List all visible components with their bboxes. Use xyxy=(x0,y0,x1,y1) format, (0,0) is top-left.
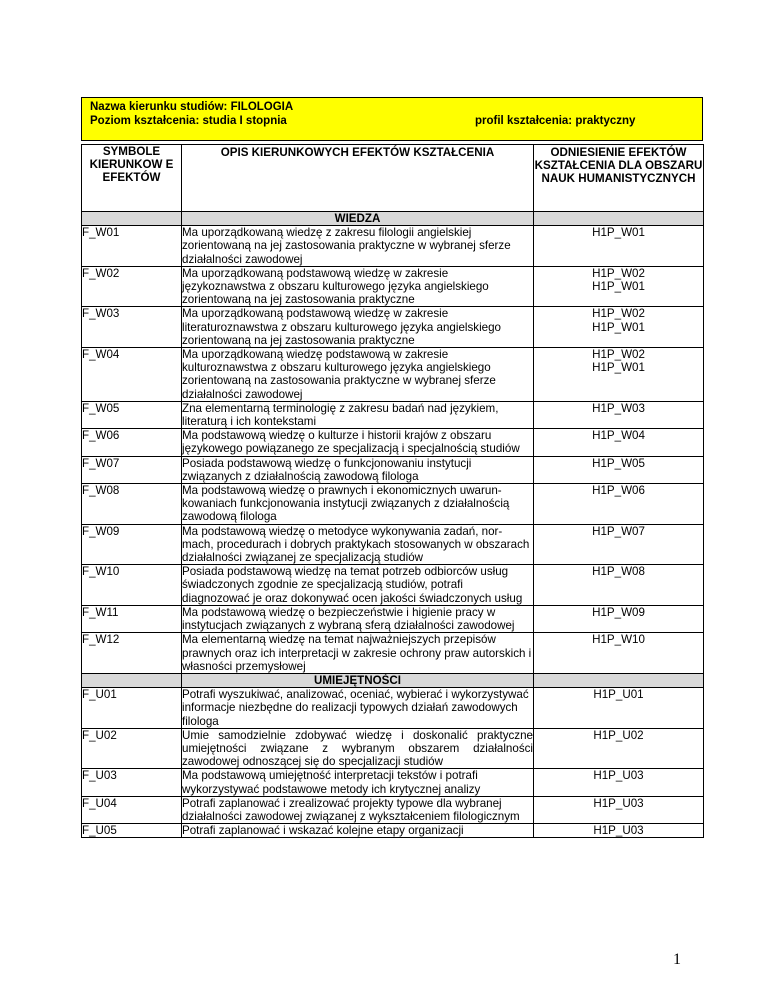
outcome-description: Ma podstawową wiedzę o bezpieczeństwie i higienie pracy w instytucjach związanych z wybraną sferą działalności zawodowej xyxy=(182,605,534,632)
table-row xyxy=(82,565,704,606)
outcome-description: Ma elementarną wiedzę na temat najważniejszych przepisów prawnych oraz ich interpretacji w zakresie ochrony praw autorskich i własności przemysłowej xyxy=(182,633,534,674)
column-header-description: OPIS KIERUNKOWYCH EFEKTÓW KSZTAŁCENIA xyxy=(182,145,534,212)
outcome-description: Ma podstawową wiedzę o prawnych i ekonomicznych uwarun-kowaniach funkcjonowania instytucji związanych z działalnością zawodową filologa xyxy=(182,484,534,525)
table-row xyxy=(82,348,704,402)
section-row-wiedza xyxy=(82,212,704,226)
table-row xyxy=(82,226,704,267)
outcome-description: Ma uporządkowaną podstawową wiedzę w zakresie językoznawstwa z obszaru kulturowego języka angielskiego zorientowaną na jej zastosowania praktyczne xyxy=(182,266,534,307)
outcome-reference: H1P_W04 xyxy=(534,429,704,456)
outcome-reference: H1P_W02 H1P_W01 xyxy=(534,348,704,402)
outcome-symbol: F_W02 xyxy=(82,266,182,307)
table-row xyxy=(82,307,704,348)
outcome-reference: H1P_W09 xyxy=(534,605,704,632)
outcome-symbol: F_W08 xyxy=(82,484,182,525)
outcome-symbol: F_U04 xyxy=(82,796,182,823)
table-row xyxy=(82,824,704,838)
table-row xyxy=(82,605,704,632)
section-title-wiedza: WIEDZA xyxy=(182,212,534,226)
outcome-symbol: F_U05 xyxy=(82,824,182,838)
outcome-description: Potrafi wyszukiwać, analizować, oceniać, wybierać i wykorzystywać informacje niezbędne do realizacji typowych działań zawodowych filologa xyxy=(182,688,534,729)
outcome-symbol: F_W05 xyxy=(82,401,182,428)
outcome-reference: H1P_W05 xyxy=(534,456,704,483)
education-level-line xyxy=(90,114,702,128)
table-row xyxy=(82,524,704,565)
outcome-description: Ma podstawową wiedzę o metodyce wykonywania zadań, nor-mach, procedurach i dobrych praktykach stosowanych w obszarach działalności związanej ze specjalizacją studiów xyxy=(182,524,534,565)
outcome-symbol: F_W10 xyxy=(82,565,182,606)
outcome-reference: H1P_W08 xyxy=(534,565,704,606)
outcome-reference: H1P_U02 xyxy=(534,728,704,769)
program-header-box xyxy=(81,97,703,141)
outcome-symbol: F_W12 xyxy=(82,633,182,674)
outcome-description: Ma uporządkowaną podstawową wiedzę w zakresie literaturoznawstwa z obszaru kulturowego języka angielskiego zorientowaną na jej zastosowania praktyczne xyxy=(182,307,534,348)
education-profile: profil kształcenia: praktyczny xyxy=(475,115,636,127)
outcome-reference: H1P_W03 xyxy=(534,401,704,428)
outcome-reference: H1P_W10 xyxy=(534,633,704,674)
table-row xyxy=(82,633,704,674)
table-row xyxy=(82,688,704,729)
program-name: Nazwa kierunku studiów: FILOLOGIA xyxy=(90,101,294,113)
table-header-row xyxy=(82,145,704,212)
table-row xyxy=(82,769,704,796)
outcome-reference: H1P_W06 xyxy=(534,484,704,525)
outcome-symbol: F_W09 xyxy=(82,524,182,565)
outcome-reference: H1P_U03 xyxy=(534,824,704,838)
column-header-symbol: SYMBOLE KIERUNKOW E EFEKTÓW xyxy=(82,145,182,212)
table-row xyxy=(82,796,704,823)
column-header-reference: ODNIESIENIE EFEKTÓW KSZTAŁCENIA DLA OBSZARU NAUK HUMANISTYCZNYCH xyxy=(534,145,704,212)
section-row-umiejetnosci xyxy=(82,673,704,687)
table-row xyxy=(82,401,704,428)
page-number: 1 xyxy=(673,951,681,968)
outcome-symbol: F_W01 xyxy=(82,226,182,267)
knowledge-section xyxy=(82,212,704,674)
outcome-description: Potrafi zaplanować i wskazać kolejne etapy organizacji xyxy=(182,824,534,838)
outcome-description: Ma uporządkowaną wiedzę podstawową w zakresie kulturoznawstwa z obszaru kulturowego języka angielskiego zorientowaną na zastosowania praktyczne w wybranej sferze działalności zawodowej xyxy=(182,348,534,402)
outcome-description: Posiada podstawową wiedzę na temat potrzeb odbiorców usług świadczonych zgodnie ze specjalizacją studiów, potrafi diagnozować je oraz dokonywać ocen jakości świadczonych usług xyxy=(182,565,534,606)
section-title-umiejetnosci: UMIEJĘTNOŚCI xyxy=(182,673,534,687)
learning-outcomes-table xyxy=(81,144,704,838)
table-row xyxy=(82,728,704,769)
outcome-reference: H1P_U03 xyxy=(534,796,704,823)
outcome-reference: H1P_W02 H1P_W01 xyxy=(534,307,704,348)
outcome-symbol: F_U03 xyxy=(82,769,182,796)
outcome-reference: H1P_W07 xyxy=(534,524,704,565)
outcome-symbol: F_W04 xyxy=(82,348,182,402)
table-row xyxy=(82,429,704,456)
outcome-symbol: F_W11 xyxy=(82,605,182,632)
outcome-description: Umie samodzielnie zdobywać wiedzę i doskonalić praktyczne umiejętności związane z wybranym obszarem działalności zawodowej odnoszącej się do specjalizacji studiów xyxy=(182,728,533,769)
outcome-symbol: F_W06 xyxy=(82,429,182,456)
outcome-reference: H1P_W01 xyxy=(534,226,704,267)
outcome-description: Zna elementarną terminologię z zakresu badań nad językiem, literaturą i ich kontekstami xyxy=(182,401,534,428)
outcome-symbol: F_U02 xyxy=(82,728,182,769)
outcome-symbol: F_W07 xyxy=(82,456,182,483)
outcome-reference: H1P_U01 xyxy=(534,688,704,729)
table-row xyxy=(82,484,704,525)
outcome-reference: H1P_U03 xyxy=(534,769,704,796)
outcome-description: Ma podstawową wiedzę o kulturze i historii krajów z obszaru językowego powiązanego ze specjalizacją i specjalnością studiów xyxy=(182,429,534,456)
education-level: Poziom kształcenia: studia I stopnia xyxy=(90,115,287,127)
outcome-description: Ma podstawową umiejętność interpretacji tekstów i potrafi wykorzystywać podstawowe metody ich krytycznej analizy xyxy=(182,769,534,796)
table-row xyxy=(82,266,704,307)
outcome-description: Posiada podstawową wiedzę o funkcjonowaniu instytucji związanych z działalnością zawodową filologa xyxy=(182,456,534,483)
outcome-description: Ma uporządkowaną wiedzę z zakresu filologii angielskiej zorientowaną na jej zastosowania praktyczne w wybranej sferze działalności zawodowej xyxy=(182,226,534,267)
outcome-reference: H1P_W02 H1P_W01 xyxy=(534,266,704,307)
table-row xyxy=(82,456,704,483)
outcome-symbol: F_U01 xyxy=(82,688,182,729)
outcome-symbol: F_W03 xyxy=(82,307,182,348)
skills-section xyxy=(82,673,704,837)
outcome-description: Potrafi zaplanować i zrealizować projekty typowe dla wybranej działalności zawodowej związanej z wykształceniem filologicznym xyxy=(182,796,534,823)
